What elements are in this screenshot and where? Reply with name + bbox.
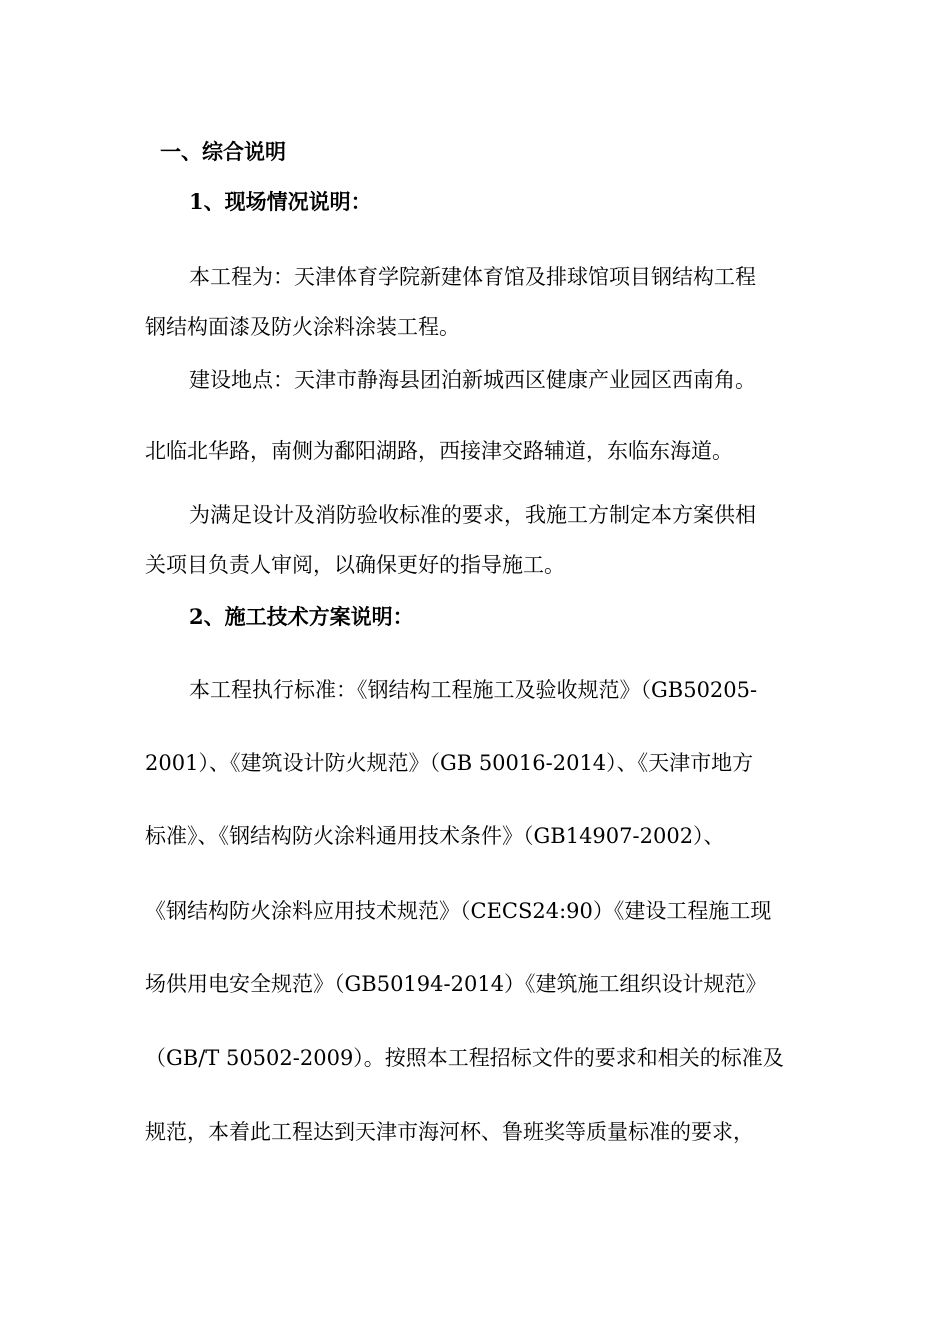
paragraph-standards-line-4: 《钢结构防火涂料应用技术规范》（CECS24:90）《建设工程施工现: [145, 899, 772, 923]
paragraph-standards-line-5: 场供用电安全规范》（GB50194-2014）《建筑施工组织设计规范》: [145, 972, 767, 996]
paragraph-standards-line-1: 本工程执行标准：《钢结构工程施工及验收规范》（GB50205-: [189, 678, 758, 702]
paragraph-standards-line-6: （GB/T 50502-2009）。按照本工程招标文件的要求和相关的标准及: [145, 1046, 784, 1070]
subsection-heading-site-conditions: 1、现场情况说明：: [189, 189, 372, 214]
paragraph-purpose-line-2: 关项目负责人审阅，以确保更好的指导施工。: [145, 553, 565, 577]
paragraph-purpose-line-1: 为满足设计及消防验收标准的要求，我施工方制定本方案供相: [189, 503, 756, 527]
paragraph-location-line-1: 建设地点：天津市静海县团泊新城西区健康产业园区西南角。: [189, 368, 756, 392]
paragraph-standards-line-3: 标准》、《钢结构防火涂料通用技术条件》（GB14907-2002）、: [145, 824, 725, 848]
paragraph-location-line-2: 北临北华路，南侧为鄱阳湖路，西接津交路辅道，东临东海道。: [145, 439, 733, 463]
subsection-heading-technical-plan: 2、施工技术方案说明：: [189, 604, 414, 629]
paragraph-standards-line-2: 2001）、《建筑设计防火规范》（GB 50016-2014）、《天津市地方: [145, 751, 754, 775]
paragraph-standards-line-7: 规范，本着此工程达到天津市海河杯、鲁班奖等质量标准的要求，: [145, 1120, 754, 1144]
paragraph-project-line-2: 钢结构面漆及防火涂料涂装工程。: [145, 315, 460, 339]
paragraph-project-line-1: 本工程为：天津体育学院新建体育馆及排球馆项目钢结构工程: [189, 265, 756, 289]
section-heading-general-description: 一、综合说明: [160, 139, 286, 164]
